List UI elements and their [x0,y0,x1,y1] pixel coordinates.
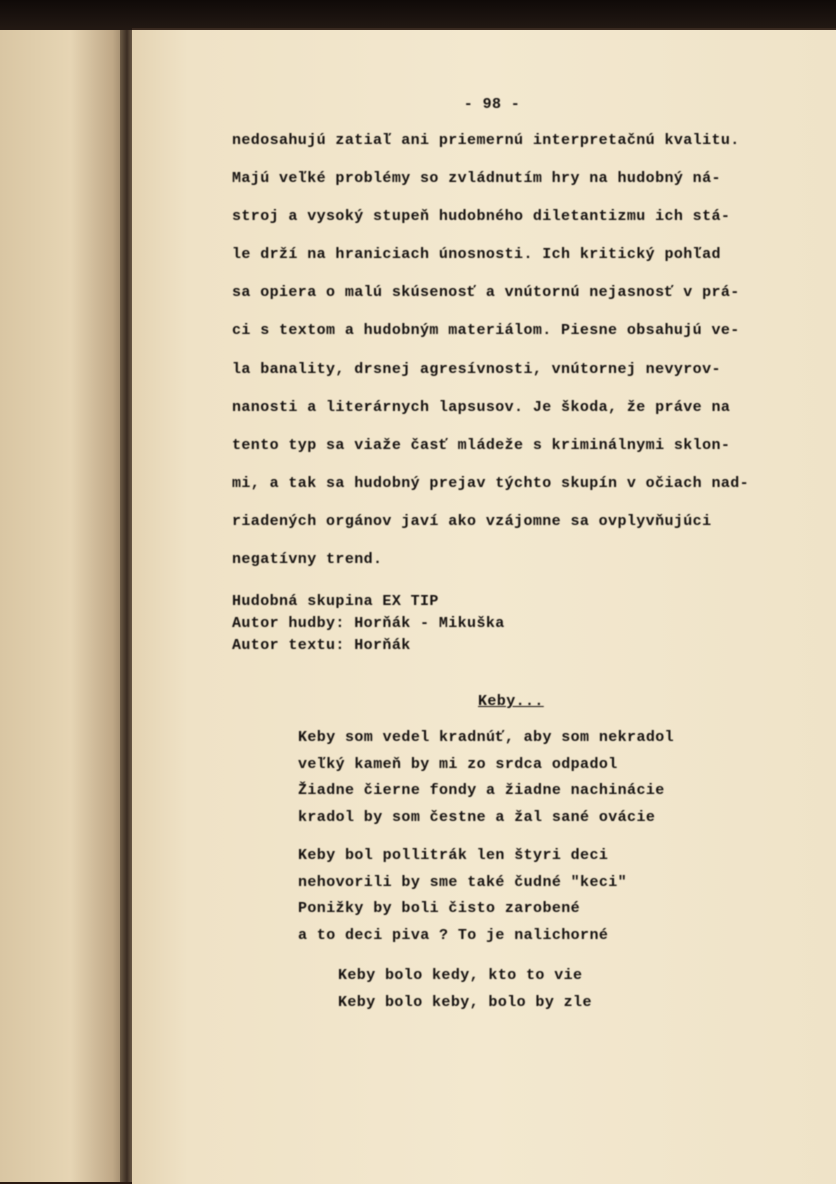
verse-line: veľký kameň by mi zo srdca odpadol [298,755,618,773]
paragraph-line: nanosti a literárnych lapsusov. Je škoda, že práve na [232,398,731,416]
stanza-1 [298,725,792,831]
verse-line: Keby bolo kedy, kto to vie [338,967,583,985]
lyrics-author: Autor textu: Horňák [232,637,411,655]
paragraph-line: la banality, drsnej agresívnosti, vnútornej nevyrov- [232,360,721,378]
page-content [232,92,792,1016]
verse-line: nehovorili by sme také čudné "keci" [298,873,628,891]
music-author: Autor hudby: Horňák - Mikuška [232,615,505,633]
paragraph-line: le drží na hraniciach únosnosti. Ich kritický pohľad [232,246,721,264]
page-number: - 98 - [463,96,521,113]
paragraph-line: sa opiera o malú skúsenosť a vnútornú nejasnosť v prá- [232,284,740,302]
paragraph-line: stroj a vysoký stupeň hudobného diletantizmu ich stá- [232,208,731,226]
verse-line: Keby bol pollitrák len štyri deci [298,847,609,865]
paragraph-line: tento typ sa viaže časť mládeže s kriminálnymi sklon- [232,436,731,454]
verse-line: Ponižky by boli čisto zarobené [298,900,581,918]
song-title: Keby... [478,693,544,711]
verse-line: Žiadne čierne fondy a žiadne nachinácie [298,782,665,800]
paragraph-line: mi, a tak sa hudobný prejav týchto skupín v očiach nad- [232,474,750,492]
body-paragraph [232,122,792,579]
verse-line: Keby som vedel kradnúť, aby som nekradol [298,729,675,747]
verse-line: Keby bolo keby, bolo by zle [338,993,592,1011]
paragraph-line: ci s textom a hudobným materiálom. Piesne obsahujú ve- [232,322,740,340]
left-page-edge [0,30,128,1182]
verse-line: a to deci piva ? To je nalichorné [298,926,609,944]
verse-line: kradol by som čestne a žal sané ovácie [298,808,656,826]
paragraph-line: nedosahujú zatiaľ ani priemernú interpretačnú kvalitu. [232,132,740,149]
refrain [338,963,792,1016]
document-page [132,28,836,1184]
stanza-2 [298,843,792,949]
song-credits [232,591,792,657]
band-name: Hudobná skupina EX TIP [232,593,439,611]
paragraph-line: riadených orgánov javí ako vzájomne sa ovplyvňujúci [232,512,712,530]
paragraph-line: Majú veľké problémy so zvládnutím hry na hudobný ná- [232,170,721,188]
paragraph-line: negatívny trend. [232,551,383,569]
